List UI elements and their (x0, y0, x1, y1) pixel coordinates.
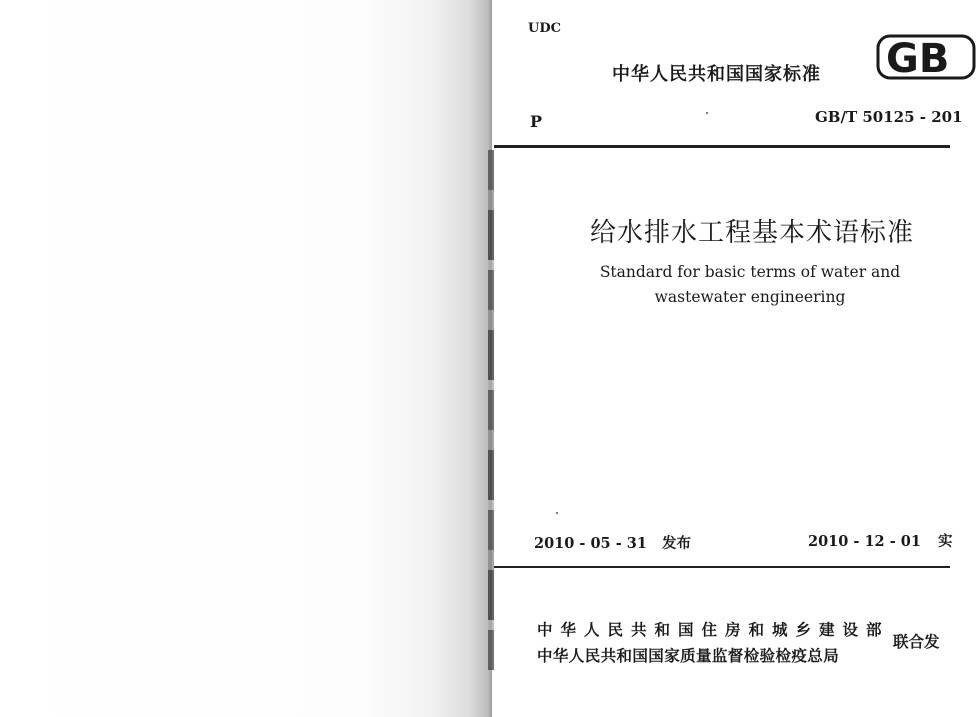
issue-date-line (534, 532, 691, 553)
scan-speck (706, 112, 708, 114)
publisher-ministry-housing: 中华人民共和国住房和城乡建设部 (537, 621, 890, 639)
national-standard-heading: 中华人民共和国国家标准 (612, 64, 821, 85)
title-english: Standard for basic terms of water and wastewater engineering (599, 263, 901, 306)
publisher-aqsiq: 中华人民共和国国家质量监督检验检疫总局 (537, 647, 840, 665)
issue-label: 发布 (662, 535, 692, 552)
issue-date: 2010 - 05 - 31 (534, 535, 647, 552)
title-chinese: 给水排水工程基本术语标准 (590, 218, 915, 248)
top-divider (494, 145, 950, 148)
gb-logo-letters: GB (886, 36, 950, 82)
joint-release-label: 联合发 (893, 633, 940, 651)
gb-logo (876, 34, 976, 80)
standard-code: GB/T 50125 - 201 (815, 108, 963, 126)
bottom-divider (494, 566, 950, 568)
udc-label: UDC (528, 21, 561, 36)
implementation-label: 实 (938, 533, 953, 550)
category-letter: P (530, 112, 543, 131)
scan-speck (556, 512, 558, 514)
implementation-date: 2010 - 12 - 01 (808, 533, 921, 550)
implementation-date-line (808, 530, 953, 551)
